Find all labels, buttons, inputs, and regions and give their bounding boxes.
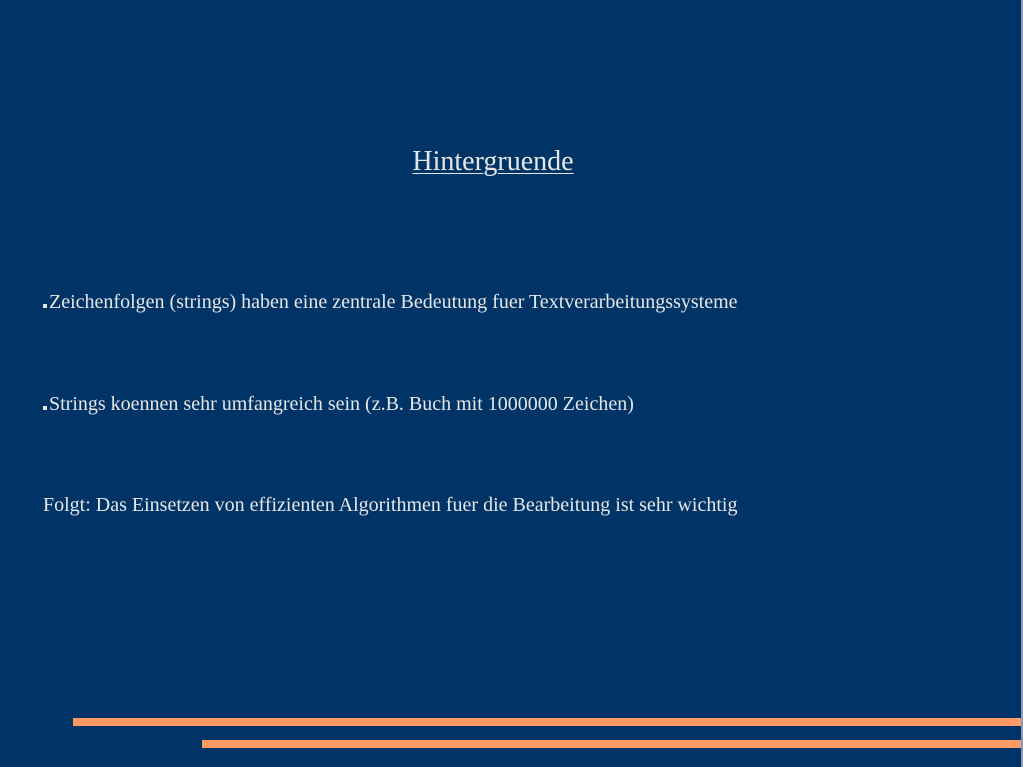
bullet-text: Strings koennen sehr umfangreich sein (z.B. Buch mit 1000000 Zeichen) xyxy=(49,393,634,415)
bullet-item xyxy=(43,291,738,314)
bullet-dot-icon xyxy=(43,406,47,410)
bullet-dot-icon xyxy=(43,304,47,308)
conclusion-text: Folgt: Das Einsetzen von effizienten Algorithmen fuer die Bearbeitung ist sehr wichtig xyxy=(43,494,738,516)
slide-title: Hintergruende xyxy=(412,146,574,177)
bullet-text: Zeichenfolgen (strings) haben eine zentrale Bedeutung fuer Textverarbeitungssysteme xyxy=(49,291,738,313)
decorative-bar-bottom xyxy=(202,740,1023,748)
decorative-bar-top xyxy=(73,718,1023,726)
bullet-item xyxy=(43,393,634,416)
